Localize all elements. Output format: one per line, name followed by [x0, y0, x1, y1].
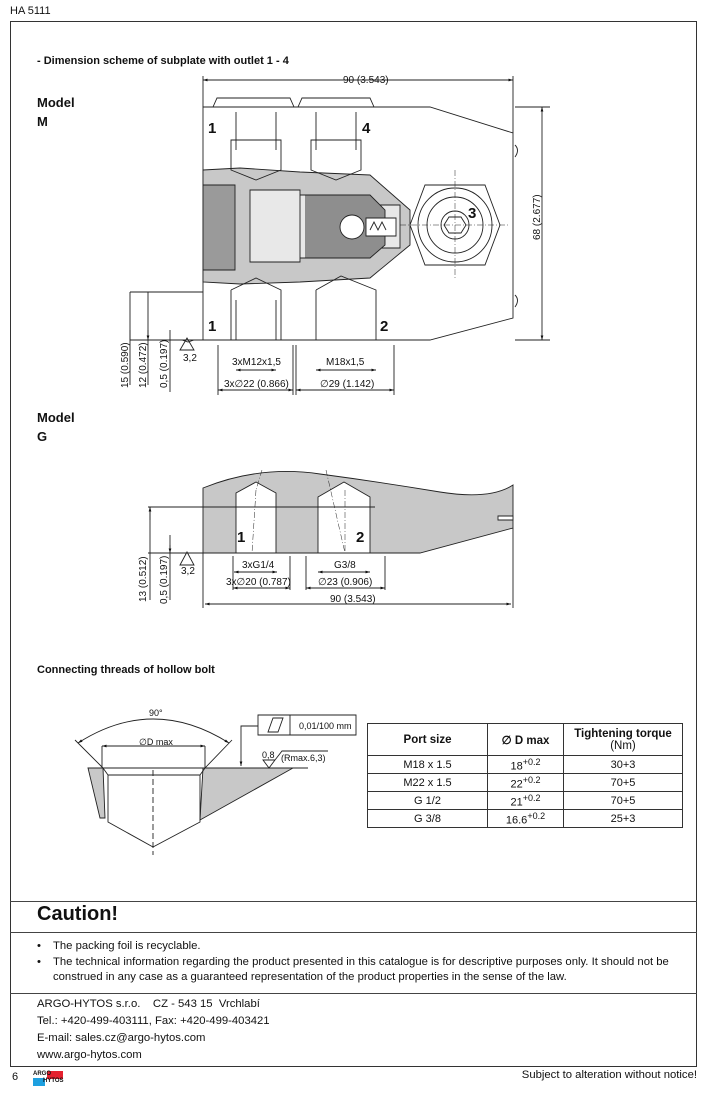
col-d-max: ∅ D max [488, 724, 564, 756]
dim-width: 90 (3.543) [343, 75, 389, 86]
divider [10, 932, 697, 933]
hollow-bolt-drawing [75, 715, 356, 855]
table-row: M18 x 1.5 $18^{+0.2}$ 30+3 [368, 756, 683, 774]
model-m-drawing [130, 76, 550, 395]
phone-line: Tel.: +420-499-403111, Fax: +420-499-403421 [37, 1015, 270, 1027]
dim-05: 0,5 (0.197) [159, 555, 170, 604]
dim-15: 15 (0.590) [120, 342, 131, 388]
rmax-value: (Rmax.6,3) [281, 753, 326, 763]
dmax-label: ∅D max [139, 737, 173, 747]
port-size-table [367, 723, 683, 828]
model-label: Model [37, 410, 75, 425]
company-line: ARGO-HYTOS s.r.o. CZ - 543 15 Vrchlabí [37, 998, 260, 1010]
divider [10, 901, 697, 902]
dim-width: 90 (3.543) [330, 594, 376, 605]
model-name: G [37, 429, 48, 444]
port-label: 2 [356, 529, 365, 546]
angle-label: 90° [149, 708, 163, 718]
dia-large: ∅23 (0.906) [318, 577, 373, 588]
caution-title: Caution! [37, 903, 119, 925]
dim-12: 12 (0.472) [138, 342, 149, 388]
argo-hytos-logo: ARGO HYTOS [33, 1071, 64, 1084]
port-label: 1 [237, 529, 246, 546]
port-label: 3 [468, 205, 477, 222]
caution-item: • The technical information regarding the product presented in this catalogue is for descriptive purposes only. It should not be construed in any case as a guaranteed representation of the product properties in the sense of the law. [37, 955, 687, 986]
hollow-bolt-title: Connecting threads of hollow bolt [37, 664, 215, 676]
flatness-value: 0,01/100 mm [299, 721, 352, 731]
thread-small: 3xG1/4 [242, 560, 275, 571]
surface-value: 0,8 [262, 750, 275, 760]
col-torque: Tightening torque (Nm) [564, 724, 683, 756]
dia-small: 3x∅22 (0.866) [224, 379, 289, 390]
caution-list [37, 939, 687, 986]
port-label: 1 [208, 120, 217, 137]
email-line: E-mail: sales.cz@argo-hytos.com [37, 1032, 206, 1044]
col-port-size: Port size [368, 724, 488, 756]
table-header [368, 724, 683, 756]
page-number: 6 [12, 1071, 19, 1083]
caution-item: • The packing foil is recyclable. [37, 939, 687, 955]
port-label: 4 [362, 120, 371, 137]
dia-large: ∅29 (1.142) [320, 379, 375, 390]
website-link[interactable]: www.argo-hytos.com [37, 1049, 142, 1061]
model-name: M [37, 114, 48, 129]
document-code: HA 5111 [10, 5, 51, 17]
section-title: - Dimension scheme of subplate with outlet 1 - 4 [37, 55, 289, 67]
port-label: 1 [208, 318, 217, 335]
dim-height: 68 (2.677) [532, 194, 543, 240]
model-label: Model [37, 95, 75, 110]
table-row: G 3/8 $16.6^{+0.2}$ 25+3 [368, 810, 683, 828]
dim-13: 13 (0.512) [138, 556, 149, 602]
table-row: M22 x 1.5 $22^{+0.2}$ 70+5 [368, 774, 683, 792]
roughness: 3,2 [183, 353, 197, 364]
dia-small: 3x∅20 (0.787) [226, 577, 291, 588]
port-label: 2 [380, 318, 389, 335]
table-row: G 1/2 $21^{+0.2}$ 70+5 [368, 792, 683, 810]
alteration-notice: Subject to alteration without notice! [521, 1069, 697, 1081]
divider [10, 993, 697, 994]
thread-large: M18x1,5 [326, 357, 365, 368]
address-block [37, 996, 270, 1064]
thread-large: G3/8 [334, 560, 356, 571]
dim-05: 0,5 (0.197) [159, 339, 170, 388]
roughness: 3,2 [181, 566, 195, 577]
thread-small: 3xM12x1,5 [232, 357, 281, 368]
